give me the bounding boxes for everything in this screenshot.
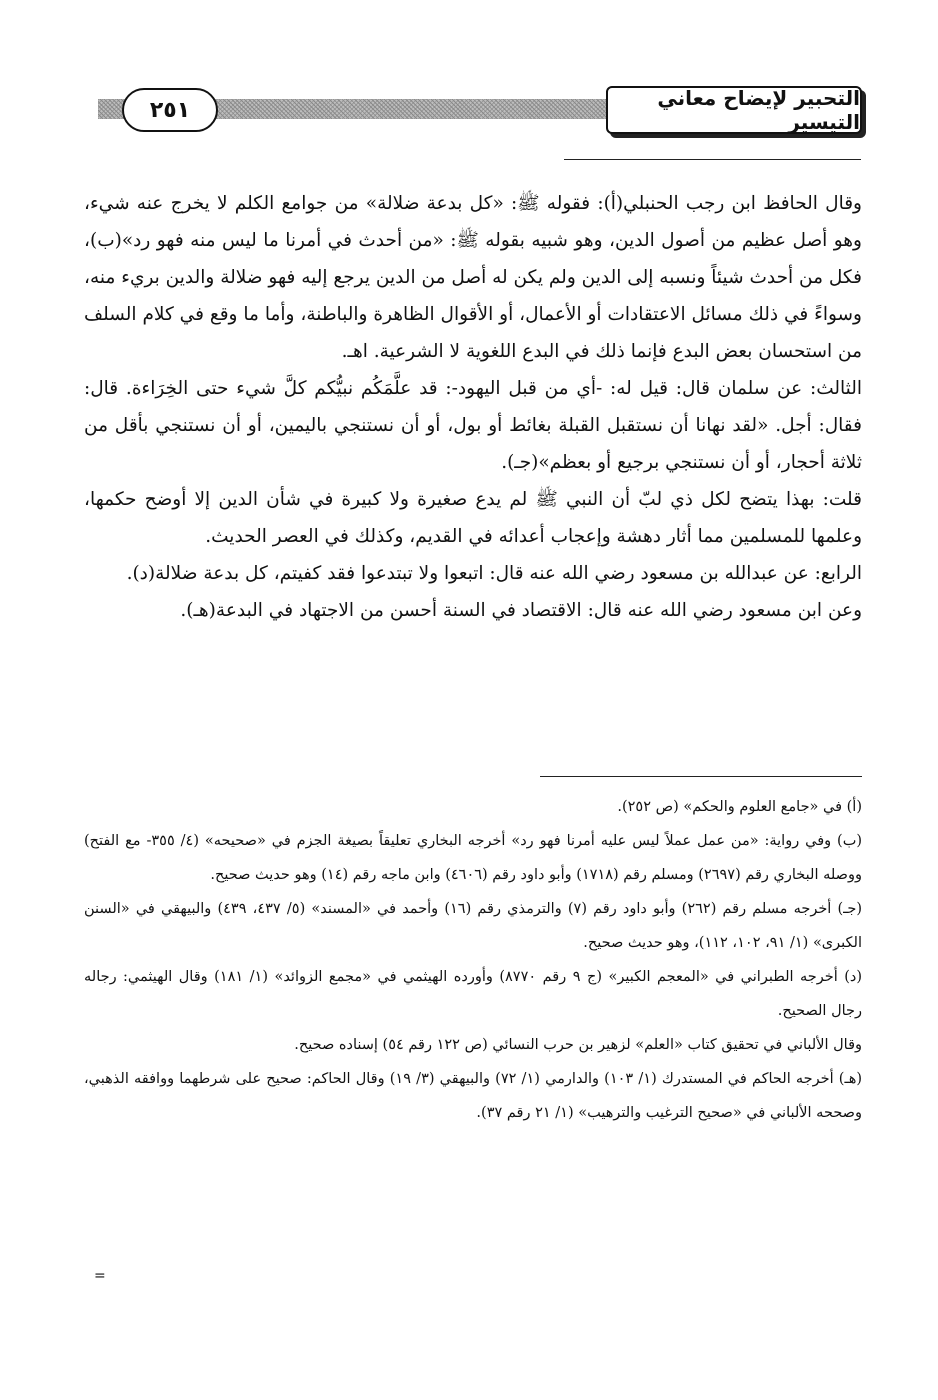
paragraph-commentary: قلت: بهذا يتضح لكل ذي لبّ أن النبي ﷺ لم يدع صغيرة ولا كبيرة في شأن الدين إلا أوضح حكمها، وعلمها للمسلمين مما أثار دهشة وإعجاب أعدائه في القديم، وكذلك في العصر الحديث. (84, 489, 862, 547)
bottom-mark: = (94, 1268, 106, 1284)
paragraph-third-salman: الثالث: عن سلمان قال: قيل له: -أي من قبل اليهود-: قد علَّمَكُم نبيُّكم كلَّ شيء حتى الخِرَاءة. قال: فقال: أجل. «لقد نهانا أن نستقبل القبلة بغائط أو بول، أو أن نستنجي باليمين، أو أن نستنجي بأقل من ثلاثة أحجار، أو أن نستنجي برجيع أو بعظم»(جـ). (84, 378, 862, 473)
paragraph-ibn-masud-moderation: وعن ابن مسعود رضي الله عنه قال: الاقتصاد في السنة أحسن من الاجتهاد في البدعة(هـ). (180, 600, 862, 621)
footnote-a: (أ) في «جامع العلوم والحكم» (ص ٢٥٢). (617, 799, 862, 815)
paragraph-fourth-ibn-masud: الرابع: عن عبدالله بن مسعود رضي الله عنه قال: اتبعوا ولا تبتدعوا فقد كفيتم، كل بدعة ضلالة(د). (126, 563, 862, 584)
running-header (98, 86, 862, 144)
footnote-c: (جـ) أخرجه مسلم رقم (٢٦٢) وأبو داود رقم (٧) والترمذي رقم (١٦) وأحمد في «المسند» (٥/ ٤٣٧، ٤٣٩) والبيهقي في «السنن الكبرى» (١/ ٩١، ١٠٢، ١١٢)، وهو حديث صحيح. (84, 901, 862, 951)
footnote-e: (هـ) أخرجه الحاكم في المستدرك (١/ ١٠٣) والدارمي (١/ ٧٢) والبيهقي (٣/ ١٩) وقال الحاكم: صحيح على شرطهما ووافقه الذهبي، وصححه الألباني في «صحيح الترغيب والترهيب» (١/ ٢١ رقم ٣٧). (84, 1071, 863, 1121)
paragraph-ibn-rajab: وقال الحافظ ابن رجب الحنبلي(أ): فقوله ﷺ: «كل بدعة ضلالة» من جوامع الكلم لا يخرج عنه شيء، وهو أصل عظيم من أصول الدين، وهو شبيه بقوله ﷺ: «من أحدث في أمرنا ما ليس منه فهو رد»(ب)، فكل من أحدث شيئاً ونسبه إلى الدين ولم يكن له أصل من الدين يرجع إليه فهو ضلالة والدين بريء منه، وسواءً في ذلك مسائل الاعتقادات أو الأعمال، أو الأقوال الظاهرة والباطنة، وأما ما وقع في كلام السلف من استحسان بعض البدع فإنما ذلك في البدع اللغوية لا الشرعية. اهـ. (84, 193, 862, 362)
book-title: التحبير لإيضاح معاني التيسير (606, 86, 862, 134)
page-number: ٢٥١ (122, 88, 218, 132)
footnote-d: (د) أخرجه الطبراني في «المعجم الكبير» (ج ٩ رقم ٨٧٧٠) وأورده الهيثمي في «مجمع الزوائد» (١/ ١٨١) وقال الهيثمي: رجاله رجال الصحيح. (84, 969, 862, 1019)
header-divider (564, 159, 861, 160)
footnote-b: (ب) وفي رواية: «من عمل عملاً ليس عليه أمرنا فهو رد» أخرجه البخاري تعليقاً بصيغة الجزم في «صحيحه» (٤/ ٣٥٥- مع الفتح) ووصله البخاري رقم (٢٦٩٧) ومسلم رقم (١٧١٨) وأبو داود رقم (٤٦٠٦) وابن ماجه رقم (١٤) وهو حديث صحيح. (84, 833, 863, 883)
footnote-divider (540, 776, 862, 777)
footnotes (84, 790, 862, 1130)
footnote-d-continued: وقال الألباني في تحقيق كتاب «العلم» لزهير بن حرب النسائي (ص ١٢٢ رقم ٥٤) إسناده صحيح. (294, 1037, 862, 1053)
main-text (84, 185, 862, 629)
